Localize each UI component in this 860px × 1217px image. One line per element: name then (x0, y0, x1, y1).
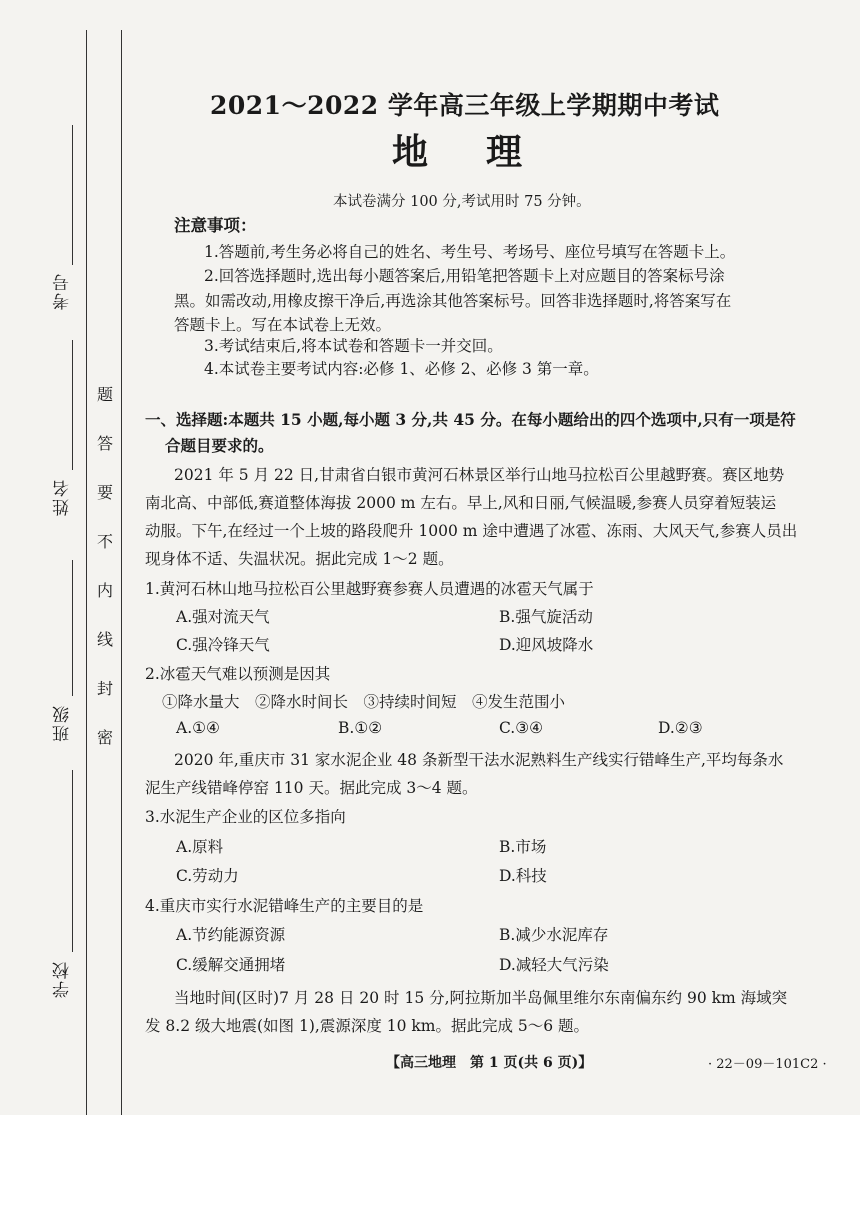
name-field[interactable] (72, 340, 73, 470)
school-field[interactable] (72, 770, 73, 952)
exam-number-label: 考号 (53, 272, 73, 310)
passage-line: 现身体不适、失温状况。据此完成 1～2 题。 (145, 550, 454, 568)
note-line: 1.答题前,考生务必将自己的姓名、考生号、考场号、座位号填写在答题卡上。 (204, 243, 736, 261)
q3-option-a[interactable]: A.原料 (176, 838, 224, 856)
section-heading: 一、选择题:本题共 15 小题,每小题 3 分,共 45 分。在每小题给出的四个选项中,只有一项是符 (145, 410, 796, 429)
question-2-stem: 2.冰雹天气难以预测是因其 (145, 665, 331, 683)
exam-info: 本试卷满分 100 分,考试用时 75 分钟。 (333, 194, 591, 210)
passage-line: 当地时间(区时)7 月 28 日 20 时 15 分,阿拉斯加半岛佩里维尔东南偏东约 90 km 海域突 (174, 989, 788, 1007)
seal-char: 线 (96, 630, 113, 649)
question-1-stem: 1.黄河石林山地马拉松百公里越野赛参赛人员遭遇的冰雹天气属于 (145, 580, 594, 598)
note-line: 3.考试结束后,将本试卷和答题卡一并交回。 (204, 337, 503, 355)
q2-option-b[interactable]: B.①② (338, 719, 383, 737)
q3-option-c[interactable]: C.劳动力 (176, 867, 239, 885)
passage-line: 发 8.2 级大地震(如图 1),震源深度 10 km。据此完成 5～6 题。 (145, 1017, 590, 1035)
q2-option-d[interactable]: D.②③ (658, 719, 703, 737)
binding-line-inner (121, 30, 122, 1115)
class-label: 班级 (53, 704, 73, 742)
q2-option-c[interactable]: C.③④ (499, 719, 544, 737)
q4-option-c[interactable]: C.缓解交通拥堵 (176, 956, 286, 974)
page-footer: 【高三地理 第 1 页(共 6 页)】 (386, 1055, 593, 1071)
exam-number-field[interactable] (72, 125, 73, 265)
q3-option-b[interactable]: B.市场 (499, 838, 547, 856)
seal-char: 不 (96, 532, 113, 551)
seal-char: 要 (96, 483, 113, 502)
seal-char: 答 (96, 434, 113, 453)
paper-code: · 22－09－101C2 · (708, 1057, 827, 1072)
q2-option-a[interactable]: A.①④ (176, 719, 220, 737)
exam-title: 2021～2022 学年高三年级上学期期中考试 (210, 91, 720, 120)
q2-items: ①降水量大 ②降水时间长 ③持续时间短 ④发生范围小 (162, 693, 566, 711)
passage-line: 南北高、中部低,赛道整体海拔 2000 m 左右。早上,风和日丽,气候温暖,参赛人员穿着短装运 (145, 494, 777, 512)
question-4-stem: 4.重庆市实行水泥错峰生产的主要目的是 (145, 897, 424, 915)
passage-line: 2021 年 5 月 22 日,甘肃省白银市黄河石林景区举行山地马拉松百公里越野赛。赛区地势 (174, 466, 785, 484)
q3-option-d[interactable]: D.科技 (499, 867, 547, 885)
passage-line: 动服。下午,在经过一个上坡的路段爬升 1000 m 途中遭遇了冰雹、冻雨、大风天气,参赛人员出 (145, 522, 798, 540)
binding-line-outer (86, 30, 87, 1115)
notes-heading: 注意事项： (174, 216, 257, 235)
question-3-stem: 3.水泥生产企业的区位多指向 (145, 808, 346, 826)
note-line: 答题卡上。写在本试卷上无效。 (174, 316, 392, 334)
q4-option-b[interactable]: B.减少水泥库存 (499, 926, 609, 944)
note-line: 黑。如需改动,用橡皮擦干净后,再选涂其他答案标号。回答非选择题时,将答案写在 (174, 292, 732, 310)
q4-option-d[interactable]: D.减轻大气污染 (499, 956, 609, 974)
q1-option-a[interactable]: A.强对流天气 (176, 608, 270, 626)
passage-line: 2020 年,重庆市 31 家水泥企业 48 条新型干法水泥熟料生产线实行错峰生产,平均每条水 (174, 751, 784, 769)
seal-line-notice (96, 370, 114, 762)
school-label: 学校 (53, 960, 73, 998)
name-label: 姓名 (53, 478, 73, 516)
seal-char: 题 (96, 385, 113, 404)
q1-option-d[interactable]: D.迎风坡降水 (499, 636, 594, 654)
class-field[interactable] (72, 560, 73, 696)
seal-char: 封 (96, 679, 113, 698)
section-heading-cont: 合题目要求的。 (165, 436, 274, 455)
q1-option-c[interactable]: C.强冷锋天气 (176, 636, 270, 654)
q1-option-b[interactable]: B.强气旋活动 (499, 608, 593, 626)
note-line: 2.回答选择题时,选出每小题答案后,用铅笔把答题卡上对应题目的答案标号涂 (204, 267, 725, 285)
q4-option-a[interactable]: A.节约能源资源 (176, 926, 286, 944)
passage-line: 泥生产线错峰停窑 110 天。据此完成 3～4 题。 (145, 779, 478, 797)
subject-title: 地理 (392, 131, 581, 173)
seal-char: 密 (96, 728, 113, 747)
seal-char: 内 (96, 581, 113, 600)
note-line: 4.本试卷主要考试内容:必修 1、必修 2、必修 3 第一章。 (204, 360, 599, 378)
